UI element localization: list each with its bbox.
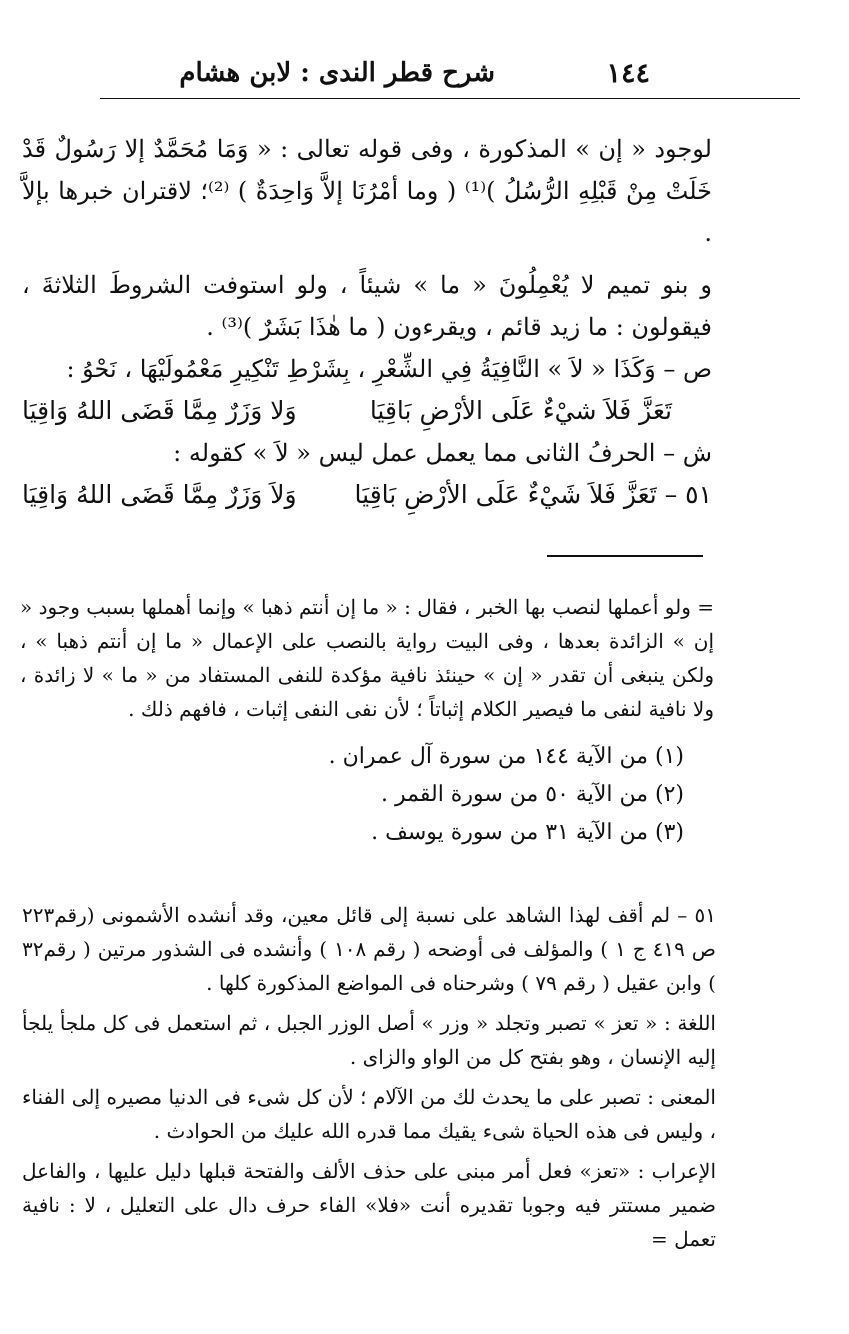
main-text <box>22 128 712 516</box>
commentary-source: ٥١ – لم أقف لهذا الشاهد على نسبة إلى قائل معين، وقد أنشده الأشمونى (رقم٢٢٣ ص ٤١٩ ج ١ ) والمؤلف فى أوضحه ( رقم ١٠٨ ) وأنشده فى الشذور مرتين ( رقم٣٢ ) وابن عقيل ( رقم ٧٩ ) وشرحناه فى المواضع المذكورة كلها . <box>22 903 716 995</box>
commentary-lugha: اللغة : « تعز » تصبر وتجلد « وزر » أصل الوزر الجبل ، ثم استعمل فى كل ملجأ يلجأ إليه الإنسان ، وهو بفتح كل من الواو والزاى . <box>22 1011 716 1069</box>
verse-51-first-hemistich: تَعَزَّ فَلاَ شَيْءٌ عَلَى الأرْضِ بَاقِيَا <box>354 480 657 509</box>
footnote-continued: = ولو أعملها لنصب بها الخبر ، فقال : « ما إن أنتم ذهبا » وإنما أهملها بسبب وجود « إن » الزائدة بعدها ، وفى البيت رواية بالنصب على الإعمال « ما إن أنتم ذهبا » ، ولكن ينبغى أن تقدر « إن » حينئذ نافية مؤكدة للنفى المستفاد من « ما » لا زائدة ، ولا نافية لنفى ما فيصير الكلام إثباتاً ؛ لأن نفى النفى إثبات ، فافهم ذلك . <box>20 595 714 721</box>
citation-1: (١) من الآية ١٤٤ من سورة آل عمران . <box>328 744 684 769</box>
commentary-irab: الإعراب : «تعز» فعل أمر مبنى على حذف الألف والفتحة قبلها دليل عليها ، والفاعل ضمير مستتر فيه وجوبا تقديره أنت «فلا» الفاء حرف دال على التعليل ، لا : نافية تعمل = <box>22 1159 716 1251</box>
verse-51-second-hemistich: وَلاَ وَزَرٌ مِمَّا قَضَى اللهُ وَاقِيَا <box>22 480 297 509</box>
page-header <box>100 52 790 98</box>
citation-list <box>20 738 714 852</box>
paragraph-inna-examples: لوجود « إن » المذكورة ، وفى قوله تعالى : « وَمَا مُحَمَّدٌ إلا رَسُولٌ قَدْ خَلَتْ مِنْ قَبْلِهِ الرُّسُلُ )⁽¹⁾ ( وما أمْرُنَا إلاَّ وَاحِدَةٌ ) ⁽²⁾؛ لاقتران خبرها بإلاَّ . <box>22 135 712 247</box>
running-title: شرح قطر الندى : لابن هشام <box>179 58 495 88</box>
citation-2: (٢) من الآية ٥٠ من سورة القمر . <box>381 782 684 807</box>
verse-matn <box>22 390 712 432</box>
page-number: ١٤٤ <box>606 58 650 89</box>
citation-3: (٣) من الآية ٣١ من سورة يوسف . <box>371 820 684 845</box>
verse-commentary <box>22 898 716 1256</box>
commentary-maana: المعنى : تصبر على ما يحدث لك من الآلام ؛ لأن كل شىء فى الدنيا مصيره إلى الفناء ، وليس فى هذه الحياة شىء يقيك مما قدره الله عليك من الحوادث . <box>22 1085 716 1143</box>
verse-second-hemistich: وَلا وَزَرٌ مِمَّا قَضَى اللهُ وَاقِيَا <box>22 396 297 425</box>
verse-51 <box>22 474 712 516</box>
footnotes <box>20 590 714 852</box>
verse-51-first <box>355 474 712 516</box>
paragraph-bani-tamim: و بنو تميم لا يُعْمِلُونَ « ما » شيئاً ، ولو استوفت الشروطَ الثلاثةَ ، فيقولون : ما زيد قائم ، ويقرءون ( ما هٰذَا بَشَرٌ )⁽³⁾ . <box>22 271 712 341</box>
header-rule <box>100 98 800 99</box>
paragraph-matn-la: ص – وَكَذَا « لاَ » النَّافِيَةُ فِي الشِّعْرِ ، بِشَرْطِ تَنْكِيرِ مَعْمُولَيْهَا ، نَحْوُ : <box>66 355 712 383</box>
verse-first-hemistich: تَعَزَّ فَلاَ شيْءٌ عَلَى الأرْضِ بَاقِيَا <box>369 396 672 425</box>
footnote-separator <box>547 555 703 557</box>
verse-number: ٥١ – <box>664 480 712 509</box>
paragraph-sharh-la: ش – الحرفُ الثانى مما يعمل عمل ليس « لاَ » كقوله : <box>173 439 712 467</box>
